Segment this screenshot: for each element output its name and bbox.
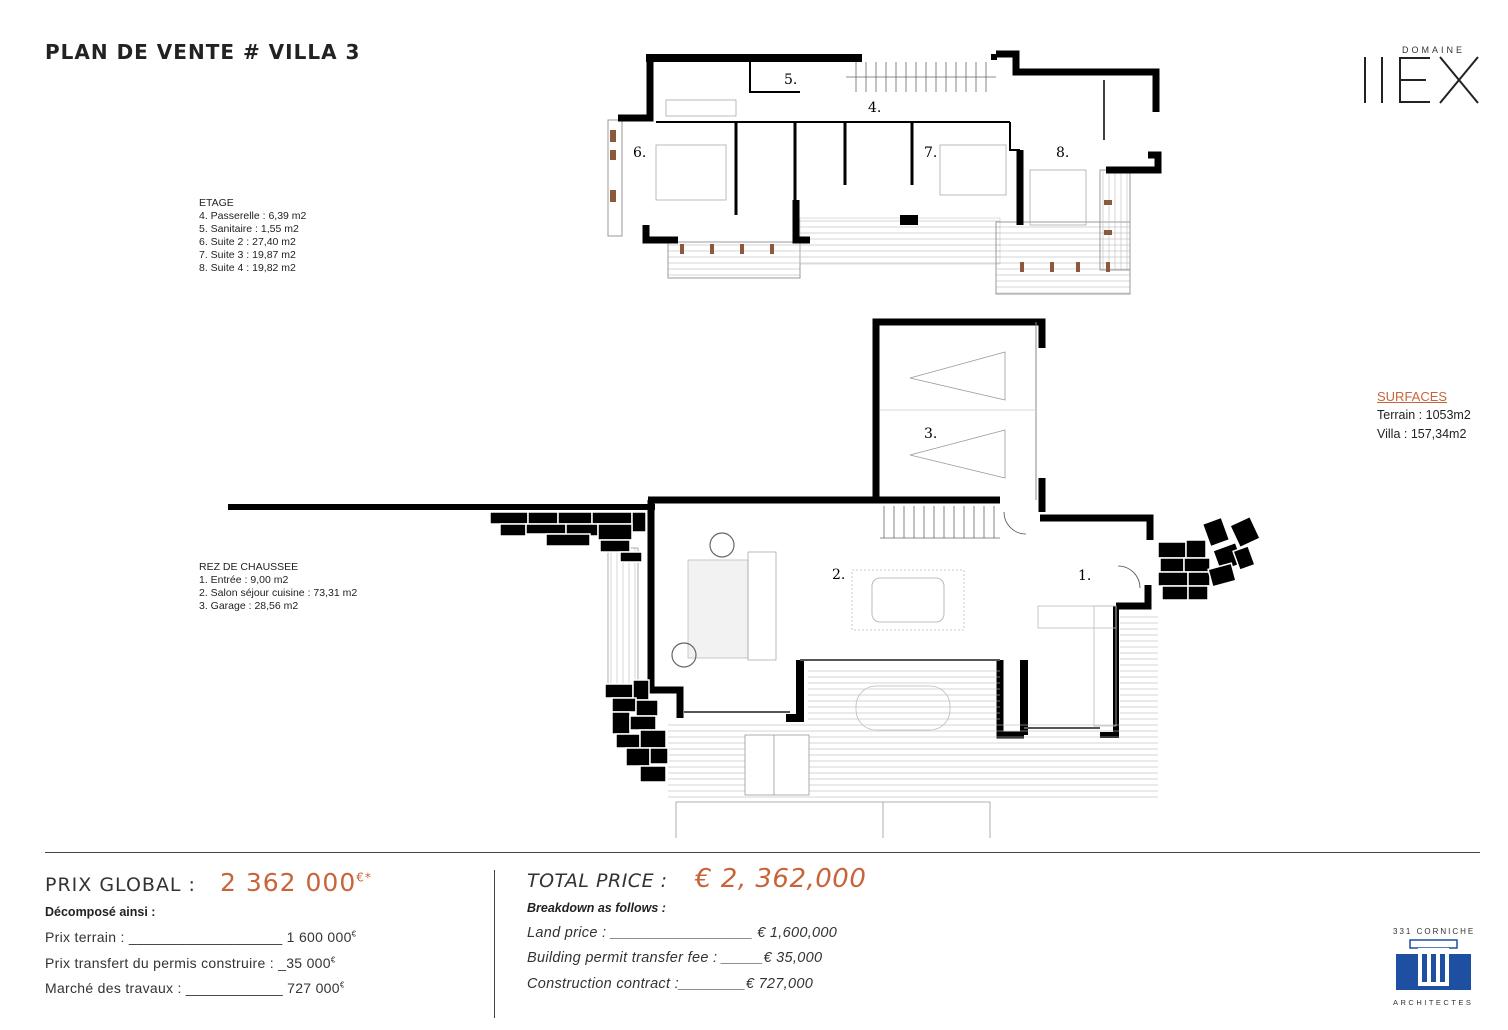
- architect-subtitle: ARCHITECTES: [1393, 998, 1474, 1007]
- logo-domaine-text: DOMAINE: [1402, 45, 1466, 55]
- legend-item: 7. Suite 3 : 19,87 m2: [199, 249, 296, 261]
- bottom-divider: [45, 852, 1480, 853]
- prix-global-value: 2 362 000€*: [220, 868, 372, 897]
- total-price-label: TOTAL PRICE :: [527, 870, 668, 892]
- column-divider: [494, 870, 495, 1018]
- etage-heading: ETAGE: [199, 197, 234, 209]
- room-label-8: 8.: [1056, 145, 1070, 161]
- legend-item: 8. Suite 4 : 19,82 m2: [199, 262, 296, 274]
- architect-logo: [1396, 938, 1471, 996]
- legend-item: 4. Passerelle : 6,39 m2: [199, 210, 307, 222]
- land-price-line: Land price : _________________ € 1,600,000: [527, 925, 838, 941]
- surface-terrain: Terrain : 1053m2: [1377, 408, 1471, 422]
- rdc-heading: REZ DE CHAUSSEE: [199, 561, 299, 573]
- architect-name: 331 CORNICHE: [1393, 927, 1476, 936]
- prix-transfert-line: Prix transfert du permis construire : _35 000€: [45, 955, 336, 971]
- legend-item: 3. Garage : 28,56 m2: [199, 600, 299, 612]
- total-price-value: € 2, 362,000: [695, 864, 867, 894]
- room-label-3: 3.: [924, 426, 938, 442]
- room-label-2: 2.: [832, 567, 846, 583]
- surface-villa: Villa : 157,34m2: [1377, 427, 1467, 441]
- legend-item: 1. Entrée : 9,00 m2: [199, 574, 289, 586]
- surfaces-heading: SURFACES: [1377, 389, 1448, 404]
- room-label-5: 5.: [784, 72, 798, 88]
- breakdown-heading: Breakdown as follows :: [527, 901, 666, 915]
- construction-line: Construction contract :________€ 727,000: [527, 976, 814, 992]
- legend-item: 5. Sanitaire : 1,55 m2: [199, 223, 299, 235]
- permit-fee-line: Building permit transfer fee : _____€ 35,000: [527, 950, 823, 966]
- prix-terrain-line: Prix terrain : ___________________ 1 600 000€: [45, 929, 357, 945]
- ground-floor-plan: [228, 322, 1260, 838]
- prix-global-label: PRIX GLOBAL :: [45, 874, 196, 896]
- room-label-7: 7.: [924, 145, 938, 161]
- marche-travaux-line: Marché des travaux : ____________ 727 000€: [45, 980, 345, 996]
- room-label-4: 4.: [868, 100, 882, 116]
- page-title: PLAN DE VENTE # VILLA 3: [45, 40, 361, 64]
- upper-floor-plan: [608, 54, 1158, 294]
- decompose-heading: Décomposé ainsi :: [45, 905, 156, 919]
- legend-item: 6. Suite 2 : 27,40 m2: [199, 236, 296, 248]
- room-label-6: 6.: [633, 145, 647, 161]
- room-label-1: 1.: [1078, 568, 1092, 584]
- legend-item: 2. Salon séjour cuisine : 73,31 m2: [199, 587, 358, 599]
